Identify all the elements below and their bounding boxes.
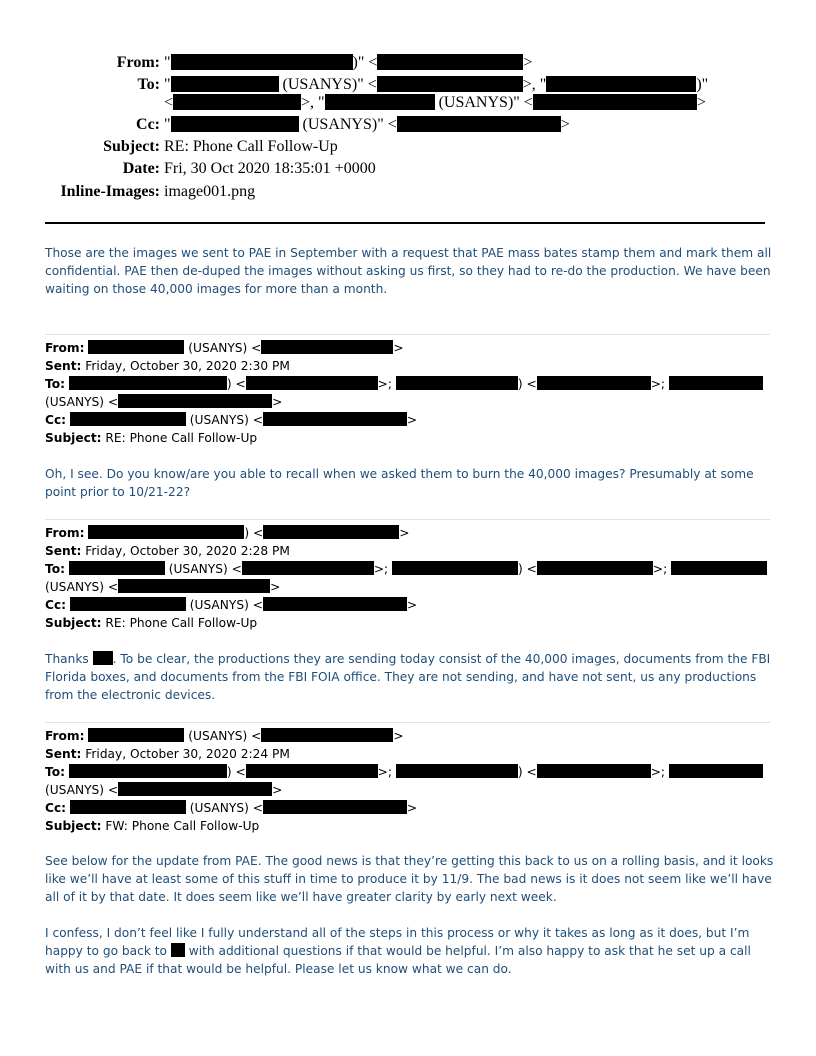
message4-sent: Friday, October 30, 2020 2:24 PM — [85, 747, 290, 761]
message4-from-label: From: — [45, 729, 85, 743]
message2-sent: Friday, October 30, 2020 2:30 PM — [85, 359, 290, 373]
message2-paragraph: Oh, I see. Do you know/are you able to recall when we asked them to burn the 40,000 images? Presumably at some point prior to 10/21-22? — [45, 467, 754, 499]
redaction-box — [546, 76, 696, 92]
header-inline-images: image001.png — [164, 183, 256, 200]
header-from-label: From: — [116, 54, 160, 71]
message2-to-line: To: ) < >; ) < >; — [45, 375, 775, 393]
header-cc-usanys: (USANYS) — [302, 116, 378, 133]
redaction-box — [171, 116, 299, 132]
redaction-box — [669, 764, 763, 778]
message4-meta — [45, 727, 775, 835]
redaction-box — [242, 561, 374, 575]
message-separator — [45, 722, 770, 723]
message4-from-line: From: (USANYS) < > — [45, 729, 404, 743]
message3-from-label: From: — [45, 526, 85, 540]
header-date-label: Date: — [122, 160, 160, 177]
message3-cc-line: Cc: (USANYS) < > — [45, 598, 418, 612]
redaction-box — [377, 76, 523, 92]
message2-sent-label: Sent: — [45, 359, 82, 373]
redaction-box — [70, 412, 186, 426]
message3-to-line: To: (USANYS) < >; ) < >; — [45, 560, 775, 578]
redaction-box — [261, 340, 393, 354]
message2-subject-label: Subject: — [45, 431, 102, 445]
header-inline-images-label: Inline-Images: — [60, 183, 160, 200]
message2-body — [45, 465, 775, 501]
message2-meta — [45, 339, 775, 447]
redaction-box — [171, 943, 185, 957]
message2-subject: RE: Phone Call Follow-Up — [105, 431, 258, 445]
redaction-box — [396, 764, 518, 778]
header-to-usanys: (USANYS) — [282, 76, 358, 93]
redaction-box — [246, 764, 378, 778]
message1-body — [45, 244, 775, 298]
message3-from-line: From: ) < > — [45, 526, 410, 540]
message4-paragraph-2: I confess, I don’t feel like I fully understand all of the steps in this process or why it takes as long as it does, but I’m happy to go back to with additional questions if that would be helpful. I’m also happy to ask that he set up a call with us and PAE if that would be helpful. Please let us know what we can do. — [45, 926, 751, 976]
message-separator — [45, 519, 770, 520]
redaction-box — [533, 94, 697, 110]
redaction-box — [88, 728, 184, 742]
redaction-box — [396, 376, 518, 390]
message4-sent-label: Sent: — [45, 747, 82, 761]
message4-to-line-2: (USANYS) < > — [45, 783, 283, 797]
redaction-box — [93, 651, 113, 665]
redaction-box — [263, 412, 407, 426]
redaction-box — [118, 394, 272, 408]
redaction-box — [70, 800, 186, 814]
redaction-box — [263, 800, 407, 814]
message4-subject: FW: Phone Call Follow-Up — [105, 819, 260, 833]
message2-cc-label: Cc: — [45, 413, 67, 427]
redaction-box — [88, 525, 244, 539]
message3-sent: Friday, October 30, 2020 2:28 PM — [85, 544, 290, 558]
redaction-box — [669, 376, 763, 390]
message1-paragraph: Those are the images we sent to PAE in September with a request that PAE mass bates stamp them and mark them all confidential. PAE then de-duped the images without asking us first, so they had to re-do the production. We have been waiting on those 40,000 images for more than a month. — [45, 246, 772, 296]
header-date: Fri, 30 Oct 2020 18:35:01 +0000 — [164, 160, 376, 177]
message4-sent-line — [45, 745, 775, 763]
message3-sent-line — [45, 542, 775, 560]
message4-to-line: To: ) < >; ) < >; — [45, 763, 775, 781]
message3-paragraph: Thanks . To be clear, the productions they are sending today consist of the 40,000 images, documents from the FBI Florida boxes, and documents from the FBI FOIA office. They are not sending, and have not sent, us any productions from the electronic devices. — [45, 652, 771, 702]
redaction-box — [173, 94, 301, 110]
redaction-box — [69, 376, 227, 390]
redaction-box — [118, 782, 272, 796]
redaction-box — [537, 561, 653, 575]
message3-meta — [45, 524, 775, 632]
header-cc-label: Cc: — [136, 116, 160, 133]
header-subject: RE: Phone Call Follow-Up — [164, 138, 338, 155]
message2-sent-line — [45, 357, 775, 375]
message2-to-line-2: (USANYS) < > — [45, 395, 283, 409]
message4-subject-label: Subject: — [45, 819, 102, 833]
redaction-box — [69, 561, 165, 575]
message2-from-label: From: — [45, 341, 85, 355]
message4-subject-line — [45, 817, 775, 835]
header-subject-label: Subject: — [103, 138, 160, 155]
redaction-box — [263, 597, 407, 611]
message2-from-line: From: (USANYS) < > — [45, 341, 404, 355]
message4-paragraph-1: See below for the update from PAE. The good news is that they’re getting this back to us on a rolling basis, and it looks like we’ll have at least some of this stuff in time to produce it by 11/9. The bad news is it does not seem like we’ll have all of it by that date. It does seem like we’ll have greater clarity by early next week. — [45, 854, 774, 904]
message3-sent-label: Sent: — [45, 544, 82, 558]
message3-body — [45, 650, 775, 704]
redaction-box — [261, 728, 393, 742]
message3-to-label: To: — [45, 562, 65, 576]
redaction-box — [325, 94, 435, 110]
message3-cc-label: Cc: — [45, 598, 67, 612]
redaction-box — [88, 340, 184, 354]
header-divider — [45, 222, 765, 224]
redaction-box — [397, 116, 561, 132]
redaction-box — [118, 579, 270, 593]
redaction-box — [246, 376, 378, 390]
redaction-box — [537, 376, 651, 390]
message-separator — [45, 334, 770, 335]
redaction-box — [70, 597, 186, 611]
message4-cc-line: Cc: (USANYS) < > — [45, 801, 418, 815]
redaction-box — [171, 76, 279, 92]
redaction-box — [171, 54, 353, 70]
header-to-usanys-2: (USANYS) — [438, 94, 514, 111]
message3-subject: RE: Phone Call Follow-Up — [105, 616, 258, 630]
message3-subject-label: Subject: — [45, 616, 102, 630]
message2-to-label: To: — [45, 377, 65, 391]
message3-subject-line — [45, 614, 775, 632]
redaction-box — [392, 561, 518, 575]
redaction-box — [263, 525, 399, 539]
header-to-label: To: — [137, 76, 160, 93]
message3-to-line-2: (USANYS) < > — [45, 580, 281, 594]
redaction-box — [671, 561, 767, 575]
message4-cc-label: Cc: — [45, 801, 67, 815]
message2-subject-line — [45, 429, 775, 447]
message2-cc-line: Cc: (USANYS) < > — [45, 413, 418, 427]
message4-body — [45, 852, 775, 978]
message4-to-label: To: — [45, 765, 65, 779]
document-page: From: " )" < > To: " (USANYS)" < >, " )" < >, " (USANYS)" < > Cc: " (USANYS)" < > Subject: RE: Phone Call Follow-Up Date: Fri, 30 Oct 2020 18:35:01 +0000 Inline-Images: image001.png Those are the images we sent to PAE in September with a request that PAE mass bates stamp them and mark them all confidential. PAE then de-duped the images without asking us first, so they had to re-do the production. We have been waiting on those 40,000 images for more than a month. From: (USANYS) < > Sent: Friday, October 30, 2020 2:30 PM To: ) < >; ) < >; (USANYS) < > Cc: (USANYS) < > Subject: RE: Phone Call Follow-Up Oh, I see. Do you know/are you able to recall when we asked them to burn the 40,000 images? Presumably at some point prior to 10/21-22? From: ) < > Sent: Friday, October 30, 2020 2:28 PM To: (USANYS) < >; ) < >; (USANYS) < > Cc: (USANYS) < > Subject: RE: Phone Call Follow-Up Thanks . To be clear, the productions they are sending today consist of the 40,000 images, documents from the FBI Florida boxes, and documents from the FBI FOIA office. They are not sending, and have not sent, us any productions from the electronic devices. From: (USANYS) < > Sent: Friday, October 30, 2020 2:24 PM To: ) < >; ) < >; (USANYS) < > Cc: (USANYS) < > Subject: FW: Phone Call Follow-Up See below for the update from PAE. The good news is that they’re getting this back to us on a rolling basis, and it looks like we’ll have at least some of this stuff in time to produce it by 11/9. The bad news is it does not seem like we’ll have all of it by that date. It does seem like we’ll have greater clarity by early next week. I confess, I don’t feel like I fully understand all of the steps in this process or why it takes as long as it does, but I’m happy to go back to with additional questions if that would be helpful. I’m also happy to ask that he set up a call with us and PAE if that would be helpful. Please let us know what we can do. — [0, 0, 816, 1056]
redaction-box — [69, 764, 227, 778]
redaction-box — [537, 764, 651, 778]
redaction-box — [377, 54, 523, 70]
